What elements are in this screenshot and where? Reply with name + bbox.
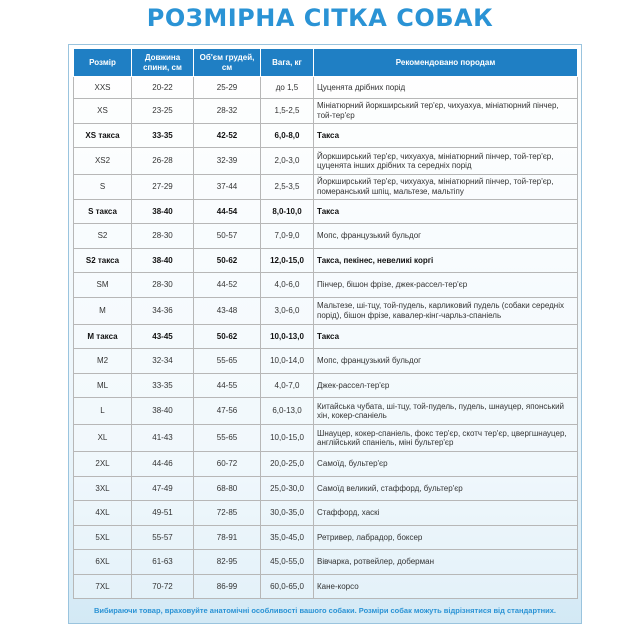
cell-weight: 60,0-65,0: [261, 574, 314, 599]
cell-size: XS2: [74, 148, 132, 175]
cell-chest: 82-95: [194, 550, 261, 575]
cell-back-length: 28-30: [132, 224, 194, 249]
cell-breeds: Вівчарка, ротвейлер, доберман: [314, 550, 578, 575]
header-size: Розмір: [74, 49, 132, 77]
cell-size: L: [74, 398, 132, 425]
cell-chest: 37-44: [194, 175, 261, 200]
cell-size: 6XL: [74, 550, 132, 575]
table-row: [74, 273, 578, 298]
cell-size: S такса: [74, 199, 132, 224]
cell-size: 3XL: [74, 476, 132, 501]
cell-size: ML: [74, 373, 132, 398]
cell-chest: 50-62: [194, 324, 261, 349]
cell-weight: 20,0-25,0: [261, 452, 314, 477]
cell-back-length: 43-45: [132, 324, 194, 349]
cell-chest: 50-62: [194, 248, 261, 273]
cell-back-length: 49-51: [132, 501, 194, 526]
cell-size: 2XL: [74, 452, 132, 477]
cell-breeds: Самоїд великий, стаффорд, бультер'єр: [314, 476, 578, 501]
table-row: [74, 349, 578, 374]
cell-chest: 25-29: [194, 77, 261, 99]
size-chart-frame: [68, 44, 582, 624]
cell-breeds: Такса: [314, 324, 578, 349]
cell-breeds: Цуценята дрібних порід: [314, 77, 578, 99]
table-row: [74, 476, 578, 501]
cell-size: SM: [74, 273, 132, 298]
cell-weight: 35,0-45,0: [261, 525, 314, 550]
cell-weight: 12,0-15,0: [261, 248, 314, 273]
cell-weight: 1,5-2,5: [261, 99, 314, 124]
table-row: [74, 175, 578, 200]
cell-breeds: Мініатюрний йоркширський тер'єр, чихуахуа, мініатюрний пінчер, той-тер'єр: [314, 99, 578, 124]
cell-back-length: 38-40: [132, 398, 194, 425]
cell-chest: 44-52: [194, 273, 261, 298]
cell-size: XXS: [74, 77, 132, 99]
table-row: [74, 324, 578, 349]
cell-back-length: 33-35: [132, 123, 194, 148]
cell-back-length: 61-63: [132, 550, 194, 575]
cell-chest: 55-65: [194, 425, 261, 452]
cell-size: S2: [74, 224, 132, 249]
cell-chest: 42-52: [194, 123, 261, 148]
table-row: [74, 398, 578, 425]
cell-weight: 30,0-35,0: [261, 501, 314, 526]
cell-breeds: Мопс, французький бульдог: [314, 224, 578, 249]
table-row: [74, 148, 578, 175]
cell-size: XS такса: [74, 123, 132, 148]
table-row: [74, 452, 578, 477]
header-breeds: Рекомендовано породам: [314, 49, 578, 77]
table-row: [74, 199, 578, 224]
cell-weight: 4,0-7,0: [261, 373, 314, 398]
cell-breeds: Стаффорд, хаскі: [314, 501, 578, 526]
cell-weight: 2,0-3,0: [261, 148, 314, 175]
table-row: [74, 574, 578, 599]
cell-back-length: 28-30: [132, 273, 194, 298]
cell-chest: 78-91: [194, 525, 261, 550]
cell-chest: 68-80: [194, 476, 261, 501]
header-back-length: Довжина спини, см: [132, 49, 194, 77]
table-row: [74, 123, 578, 148]
cell-weight: 25,0-30,0: [261, 476, 314, 501]
table-row: [74, 248, 578, 273]
footnote: Вибираючи товар, враховуйте анатомічні особливості вашого собаки. Розміри собак можуть відрізнятися від стандартних.: [93, 606, 557, 615]
cell-size: M такса: [74, 324, 132, 349]
cell-breeds: Китайська чубата, ші-тцу, той-пудель, пудель, шнауцер, японський хін, кокер-спаніель: [314, 398, 578, 425]
cell-size: 4XL: [74, 501, 132, 526]
cell-size: XS: [74, 99, 132, 124]
cell-size: 7XL: [74, 574, 132, 599]
cell-breeds: Мальтезе, ші-тцу, той-пудель, карликовий пудель (собаки середніх порід), бішон фрізе, кавалер-кінг-чарльз-спаніель: [314, 297, 578, 324]
cell-breeds: Самоїд, бультер'єр: [314, 452, 578, 477]
cell-chest: 72-85: [194, 501, 261, 526]
page-title: РОЗМІРНА СІТКА СОБАК: [146, 4, 494, 32]
table-row: [74, 425, 578, 452]
table-row: [74, 224, 578, 249]
cell-weight: 10,0-15,0: [261, 425, 314, 452]
cell-weight: 8,0-10,0: [261, 199, 314, 224]
table-row: [74, 99, 578, 124]
cell-back-length: 34-36: [132, 297, 194, 324]
cell-breeds: Такса: [314, 123, 578, 148]
cell-breeds: Такса, пекінес, невеликі коргі: [314, 248, 578, 273]
cell-weight: 6,0-8,0: [261, 123, 314, 148]
table-row: [74, 550, 578, 575]
table-row: [74, 77, 578, 99]
cell-breeds: Шнауцер, кокер-спаніель, фокс тер'єр, скотч тер'єр, цвергшнауцер, англійський спаніель, міні бультер'єр: [314, 425, 578, 452]
cell-weight: 7,0-9,0: [261, 224, 314, 249]
cell-weight: до 1,5: [261, 77, 314, 99]
cell-chest: 44-55: [194, 373, 261, 398]
table-row: [74, 373, 578, 398]
cell-breeds: Йоркширський тер'єр, чихуахуа, мініатюрний пінчер, той-тер'єр, цуценята інших дрібних та середніх порід: [314, 148, 578, 175]
cell-breeds: Ретривер, лабрадор, боксер: [314, 525, 578, 550]
cell-weight: 6,0-13,0: [261, 398, 314, 425]
cell-back-length: 70-72: [132, 574, 194, 599]
cell-breeds: Пінчер, бішон фрізе, джек-рассел-тер'єр: [314, 273, 578, 298]
table-row: [74, 297, 578, 324]
cell-chest: 55-65: [194, 349, 261, 374]
cell-weight: 10,0-13,0: [261, 324, 314, 349]
cell-back-length: 47-49: [132, 476, 194, 501]
cell-size: 5XL: [74, 525, 132, 550]
size-table: [73, 48, 578, 599]
cell-breeds: Мопс, французький бульдог: [314, 349, 578, 374]
cell-chest: 43-48: [194, 297, 261, 324]
cell-back-length: 27-29: [132, 175, 194, 200]
table-body: [74, 77, 578, 599]
cell-back-length: 26-28: [132, 148, 194, 175]
cell-weight: 3,0-6,0: [261, 297, 314, 324]
cell-chest: 32-39: [194, 148, 261, 175]
cell-breeds: Джек-рассел-тер'єр: [314, 373, 578, 398]
cell-weight: 10,0-14,0: [261, 349, 314, 374]
cell-back-length: 32-34: [132, 349, 194, 374]
cell-chest: 60-72: [194, 452, 261, 477]
cell-chest: 50-57: [194, 224, 261, 249]
cell-chest: 28-32: [194, 99, 261, 124]
cell-weight: 4,0-6,0: [261, 273, 314, 298]
cell-size: M2: [74, 349, 132, 374]
cell-chest: 47-56: [194, 398, 261, 425]
table-header-row: [74, 49, 578, 77]
cell-breeds: Йоркширський тер'єр, чихуахуа, мініатюрний пінчер, той-тер'єр, померанський шпіц, мальтезе, мальтіпу: [314, 175, 578, 200]
cell-weight: 2,5-3,5: [261, 175, 314, 200]
cell-size: XL: [74, 425, 132, 452]
table-row: [74, 501, 578, 526]
cell-size: S: [74, 175, 132, 200]
header-weight: Вага, кг: [261, 49, 314, 77]
cell-chest: 86-99: [194, 574, 261, 599]
cell-breeds: Такса: [314, 199, 578, 224]
table-row: [74, 525, 578, 550]
cell-back-length: 38-40: [132, 199, 194, 224]
cell-size: S2 такса: [74, 248, 132, 273]
cell-back-length: 41-43: [132, 425, 194, 452]
cell-back-length: 20-22: [132, 77, 194, 99]
cell-back-length: 55-57: [132, 525, 194, 550]
cell-back-length: 44-46: [132, 452, 194, 477]
cell-back-length: 23-25: [132, 99, 194, 124]
cell-chest: 44-54: [194, 199, 261, 224]
header-chest: Об'єм грудей, см: [194, 49, 261, 77]
cell-back-length: 38-40: [132, 248, 194, 273]
cell-size: M: [74, 297, 132, 324]
cell-breeds: Кане-корсо: [314, 574, 578, 599]
cell-back-length: 33-35: [132, 373, 194, 398]
cell-weight: 45,0-55,0: [261, 550, 314, 575]
